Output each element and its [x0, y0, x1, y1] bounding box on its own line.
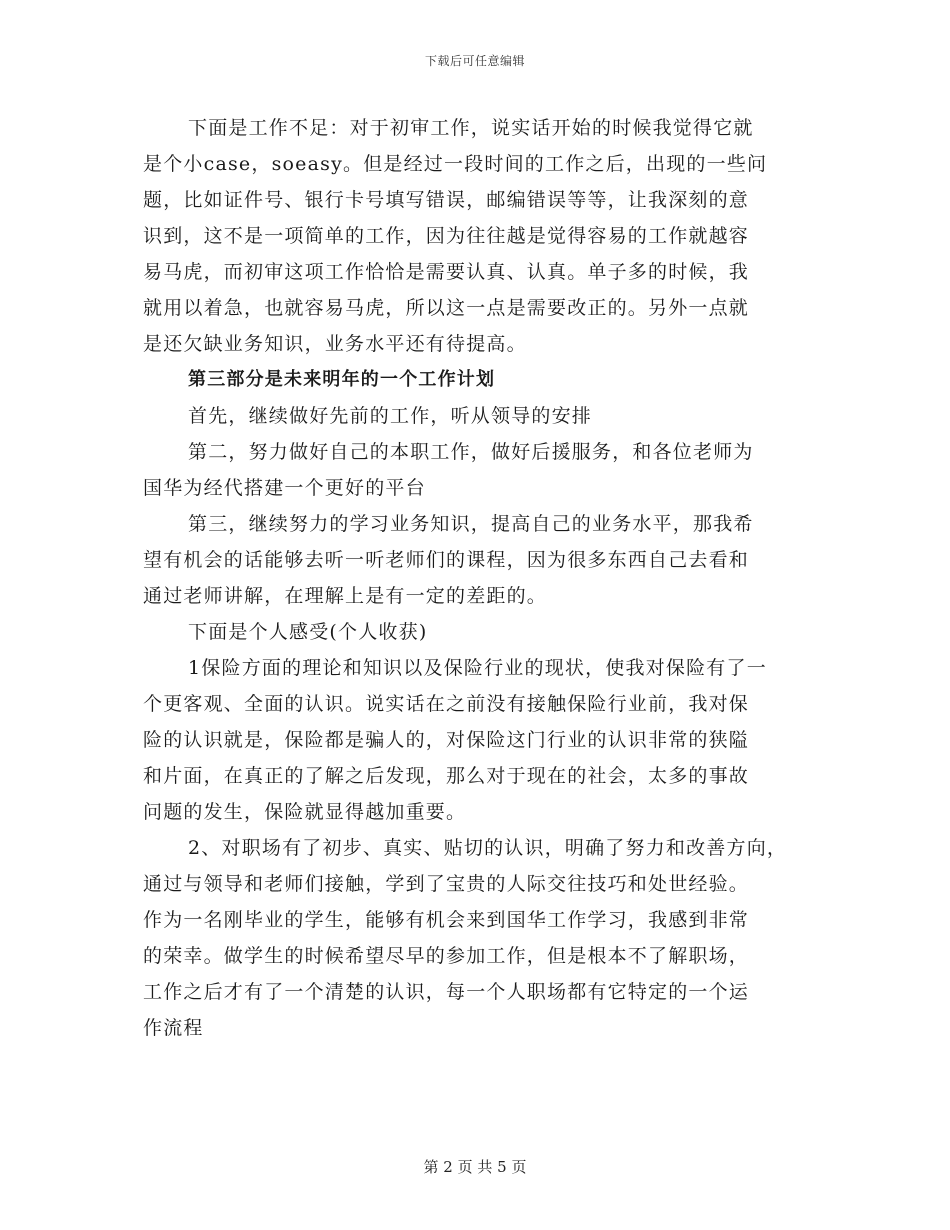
text-line: 问题的发生，保险就显得越加重要。	[143, 801, 467, 823]
text-line: 题，比如证件号、银行卡号填写错误，邮编错误等等，让我深刻的意	[143, 189, 750, 211]
text-line: 首先，继续做好先前的工作，听从领导的安排	[188, 405, 593, 427]
text-line: 险的认识就是，保险都是骗人的，对保险这门行业的认识非常的狭隘	[143, 729, 750, 751]
section-heading: 第三部分是未来明年的一个工作计划	[188, 369, 496, 390]
text-line: 作为一名刚毕业的学生，能够有机会来到国华工作学习，我感到非常	[143, 909, 750, 931]
text-line: 第二，努力做好自己的本职工作，做好后援服务，和各位老师为	[188, 441, 754, 463]
text-line: 望有机会的话能够去听一听老师们的课程，因为很多东西自己去看和	[143, 549, 750, 571]
text-line: 国华为经代搭建一个更好的平台	[143, 477, 426, 499]
document-body	[143, 110, 823, 1046]
text-line: 作流程	[143, 1017, 204, 1039]
text-line: 的荣幸。做学生的时候希望尽早的参加工作，但是根本不了解职场，	[143, 945, 750, 967]
text-line: 下面是工作不足：对于初审工作，说实话开始的时候我觉得它就	[188, 117, 754, 139]
text-line: 是还欠缺业务知识，业务水平还有待提高。	[143, 333, 527, 355]
page-header: 下载后可任意编辑	[424, 54, 525, 68]
text-line: 就用以着急，也就容易马虎，所以这一点是需要改正的。另外一点就	[143, 297, 750, 319]
text-line: 和片面，在真正的了解之后发现，那么对于现在的社会，太多的事故	[143, 765, 750, 787]
text-line: 工作之后才有了一个清楚的认识，每一个人职场都有它特定的一个运	[143, 981, 750, 1003]
text-line: 1保险方面的理论和知识以及保险行业的现状，使我对保险有了一	[188, 657, 767, 679]
text-line: 个更客观、全面的认识。说实话在之前没有接触保险行业前，我对保	[143, 693, 750, 715]
page-footer: 第 2 页 共 5 页	[423, 1158, 527, 1176]
text-line: 是个小case，soeasy。但是经过一段时间的工作之后，出现的一些问	[143, 153, 768, 175]
text-line: 第三，继续努力的学习业务知识，提高自己的业务水平，那我希	[188, 513, 754, 535]
text-line: 通过老师讲解，在理解上是有一定的差距的。	[143, 585, 548, 607]
text-line: 识到，这不是一项简单的工作，因为往往越是觉得容易的工作就越容	[143, 225, 750, 247]
text-line: 下面是个人感受(个人收获)	[188, 621, 428, 643]
text-line: 易马虎，而初审这项工作恰恰是需要认真、认真。单子多的时候，我	[143, 261, 750, 283]
text-line: 通过与领导和老师们接触，学到了宝贵的人际交往技巧和处世经验。	[143, 873, 750, 895]
text-line: 2、对职场有了初步、真实、贴切的认识，明确了努力和改善方向，	[188, 837, 788, 859]
